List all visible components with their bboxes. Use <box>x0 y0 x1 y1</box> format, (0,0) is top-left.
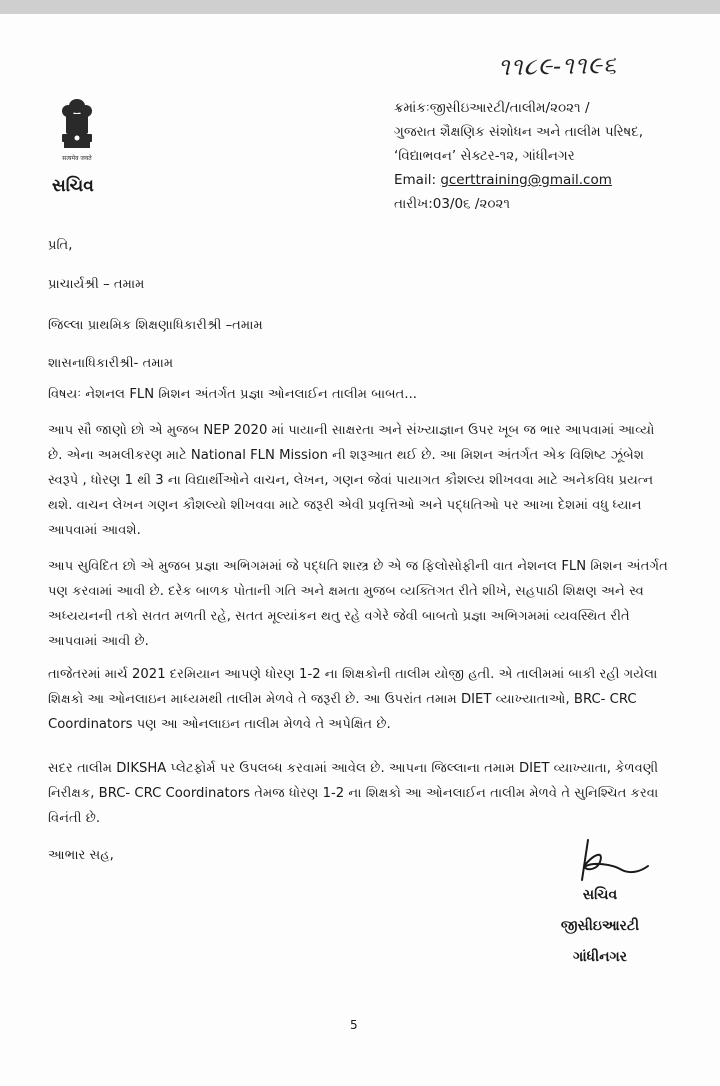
handwritten-signature <box>560 836 650 886</box>
letter-date: તારીખ:03/0૬ /૨૦૨૧ <box>394 196 511 212</box>
national-emblem-icon <box>58 96 96 166</box>
signatory-organization: જીસીઇઆરટી <box>560 918 640 934</box>
body-paragraph: આપ સૌ જાણો છો એ મુજબ NEP 2020 માં પાયાની સાક્ષરતા અને સંખ્યાજ્ઞાન ઉપર ખૂબ જ ભાર આપવામાં આવ્યો છે. એના અમલીકરણ માટે National FLN Mission ની શરૂઆત થઈ છે. આ મિશન અંતર્ગત એક વિશિષ્ટ ઝૂંબેશ સ્વરૂપે , ધોરણ 1 થી 3 ના વિદ્યાર્થીઓને વાચન, લેખન, ગણન જેવાં પાયાગત કૌશલ્ય શીખવવા માટે અનેકવિધ પ્રયત્ન થશે. વાચન લેખન ગણન કૌશલ્યો શીખવવા માટે જરૂરી એવી પ્રવૃત્તિઓ અને પદ્ધતિઓ પર આખા દેશમાં વધુ ધ્યાન આપવામાં આવશે. <box>48 423 655 538</box>
recipient-line: જિલ્લા પ્રાથમિક શિક્ષણાધિકારીશ્રી –તમામ <box>48 318 263 333</box>
scan-top-bar <box>0 0 720 14</box>
email-link[interactable]: gcerttraining@gmail.com <box>440 172 612 188</box>
organization-address: ‘વિદ્યાભવન’ સેક્ટર-૧૨, ગાંધીનગર <box>394 148 575 164</box>
body-paragraph: તાજેતરમાં માર્ચ 2021 દરમિયાન આપણે ધોરણ 1-2 ના શિક્ષકોની તાલીમ યોજી હતી. એ તાલીમમાં બાકી રહી ગયેલા શિક્ષકો આ ઓનલાઇન માધ્યમથી તાલીમ મેળવે તે જરૂરી છે. આ ઉપરાંત તમામ DIET વ્યાખ્યાતાઓ, BRC- CRC Coordinators પણ આ ઓનલાઇન તાલીમ મેળવે તે અપેક્ષિત છે. <box>48 667 658 732</box>
signatory-title: સચિવ <box>582 887 618 903</box>
signatory-city: ગાંધીનગર <box>573 949 627 965</box>
organization-name: ગુજરાત શૈક્ષણિક સંશોધન અને તાલીમ પરિષદ, <box>394 124 644 140</box>
closing-line: આભાર સહ, <box>48 848 114 863</box>
email-line <box>394 168 643 192</box>
body-paragraph: સદર તાલીમ DIKSHA પ્લેટફોર્મ પર ઉપલબ્ધ કરવામાં આવેલ છે. આપના જિલ્લાના તમામ DIET વ્યાખ્યાતા, કેળવણી નિરીક્ષક, BRC- CRC Coordinators તેમજ ધોરણ 1-2 ના શિક્ષકો આ ઓનલાઈન તાલીમ મેળવે તે સુનિશ્ચિત કરવા વિનંતી છે. <box>48 761 659 826</box>
page-number: 5 <box>350 1018 358 1032</box>
sender-title: સચિવ <box>52 176 94 196</box>
recipient-line: શાસનાધિકારીશ્રી- તમામ <box>48 356 174 371</box>
reference-number: ક્રમાંકઃજીસીઇઆરટી/તાલીમ/૨૦૨૧ / <box>394 100 590 116</box>
recipient-line: પ્રાચાર્યશ્રી – તમામ <box>48 277 145 292</box>
handwritten-reference-number: ૧૧૮૯-૧૧૯૬ <box>497 50 618 82</box>
signature-block <box>540 880 660 973</box>
emblem-motto: सत्यमेव जयते <box>62 155 92 162</box>
letter-header <box>394 96 643 216</box>
email-label: Email: <box>394 172 437 188</box>
letter-subject: વિષયઃ નેશનલ FLN મિશન અંતર્ગત પ્રજ્ઞા ઓનલાઈન તાલીમ બાબત... <box>48 387 417 402</box>
body-paragraph: આપ સુવિદિત છો એ મુજબ પ્રજ્ઞા અભિગમમાં જે પદ્ધતિ શાસ્ત્ર છે એ જ ફિલોસોફીની વાત નેશનલ FLN મિશન અંતર્ગત પણ કરવામાં આવી છે. દરેક બાળક પોતાની ગતિ અને ક્ષમતા મુજબ વ્યક્તિગત રીતે શીખે, સહપાઠી શિક્ષણ અને સ્વ અધ્યયનની તકો સતત મળતી રહે, સતત મૂલ્યાંકન થતુ રહે વગેરે જેવી બાબતો પ્રજ્ઞા અભિગમમાં વ્યવસ્થિત રીતે આપવામાં આવી છે. <box>48 559 668 649</box>
salutation: પ્રતિ, <box>48 238 73 253</box>
